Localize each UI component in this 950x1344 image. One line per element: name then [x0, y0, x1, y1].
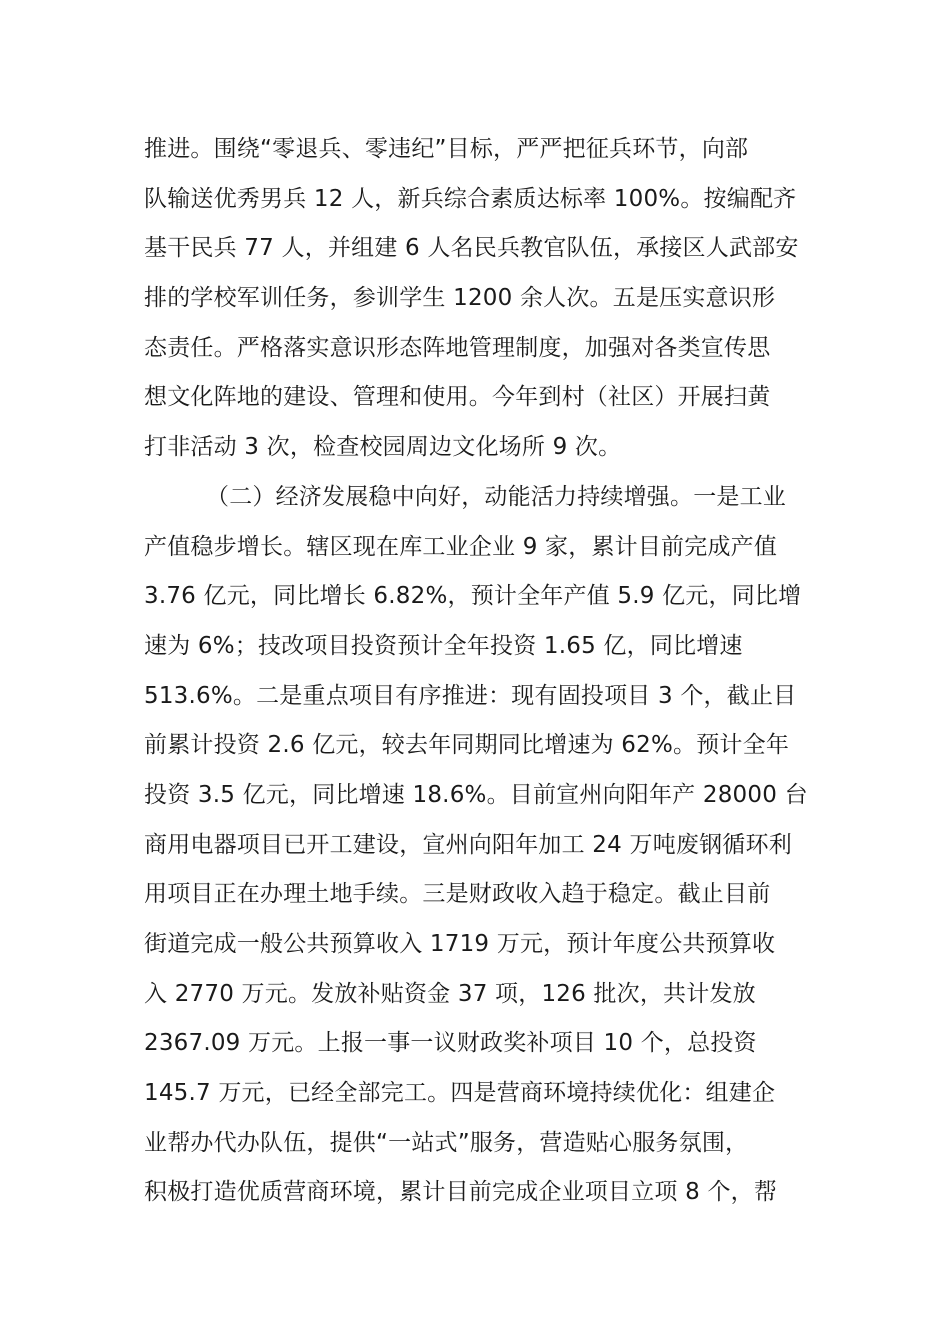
text-line: 街道完成一般公共预算收入 1719 万元，预计年度公共预算收	[144, 931, 776, 957]
text-line: 商用电器项目已开工建设，宣州向阳年加工 24 万吨废钢循环利	[144, 831, 792, 858]
text-line: 想文化阵地的建设、管理和使用。今年到村（社区）开展扫黄	[144, 384, 771, 411]
text-line: 排的学校军训任务，参训学生 1200 余人次。五是压实意识形	[144, 285, 776, 312]
text-line: 基干民兵 77 人，并组建 6 人名民兵教官队伍，承接区人武部安	[144, 235, 799, 262]
text-line: 态责任。严格落实意识形态阵地管理制度，加强对各类宣传思	[144, 334, 771, 361]
text-line: 前累计投资 2.6 亿元，较去年同期同比增速为 62%。预计全年	[144, 732, 790, 759]
text-line: 积极打造优质营商环境，累计目前完成企业项目立项 8 个，帮	[144, 1179, 778, 1206]
document-body	[144, 125, 814, 1218]
text-line: 速为 6%；技改项目投资预计全年投资 1.65 亿，同比增速	[144, 632, 743, 659]
text-line: 2367.09 万元。上报一事一议财政奖补项目 10 个，总投资	[144, 1030, 757, 1057]
text-line: 用项目正在办理土地手续。三是财政收入趋于稳定。截止目前	[144, 881, 771, 908]
text-line: 513.6%。二是重点项目有序推进：现有固投项目 3 个，截止目	[144, 682, 797, 709]
text-line: 投资 3.5 亿元，同比增速 18.6%。目前宣州向阳年产 28000 台	[144, 781, 808, 808]
text-line: 145.7 万元，已经全部完工。四是营商环境持续优化：组建企	[144, 1080, 776, 1107]
text-line: 推进。围绕“零退兵、零违纪”目标，严严把征兵环节，向部	[144, 136, 749, 162]
text-line: 业帮办代办队伍，提供“一站式”服务，营造贴心服务氛围，	[144, 1129, 749, 1156]
text-line: 队输送优秀男兵 12 人，新兵综合素质达标率 100%。按编配齐	[144, 185, 797, 212]
text-line: 3.76 亿元，同比增长 6.82%，预计全年产值 5.9 亿元，同比增	[144, 583, 802, 610]
text-line: 打非活动 3 次，检查校园周边文化场所 9 次。	[144, 434, 622, 461]
section-heading-line: （二）经济发展稳中向好，动能活力持续增强。一是工业	[206, 483, 786, 510]
text-line: 入 2770 万元。发放补贴资金 37 项，126 批次，共计发放	[144, 980, 756, 1007]
text-line: 产值稳步增长。辖区现在库工业企业 9 家，累计目前完成产值	[144, 533, 778, 560]
